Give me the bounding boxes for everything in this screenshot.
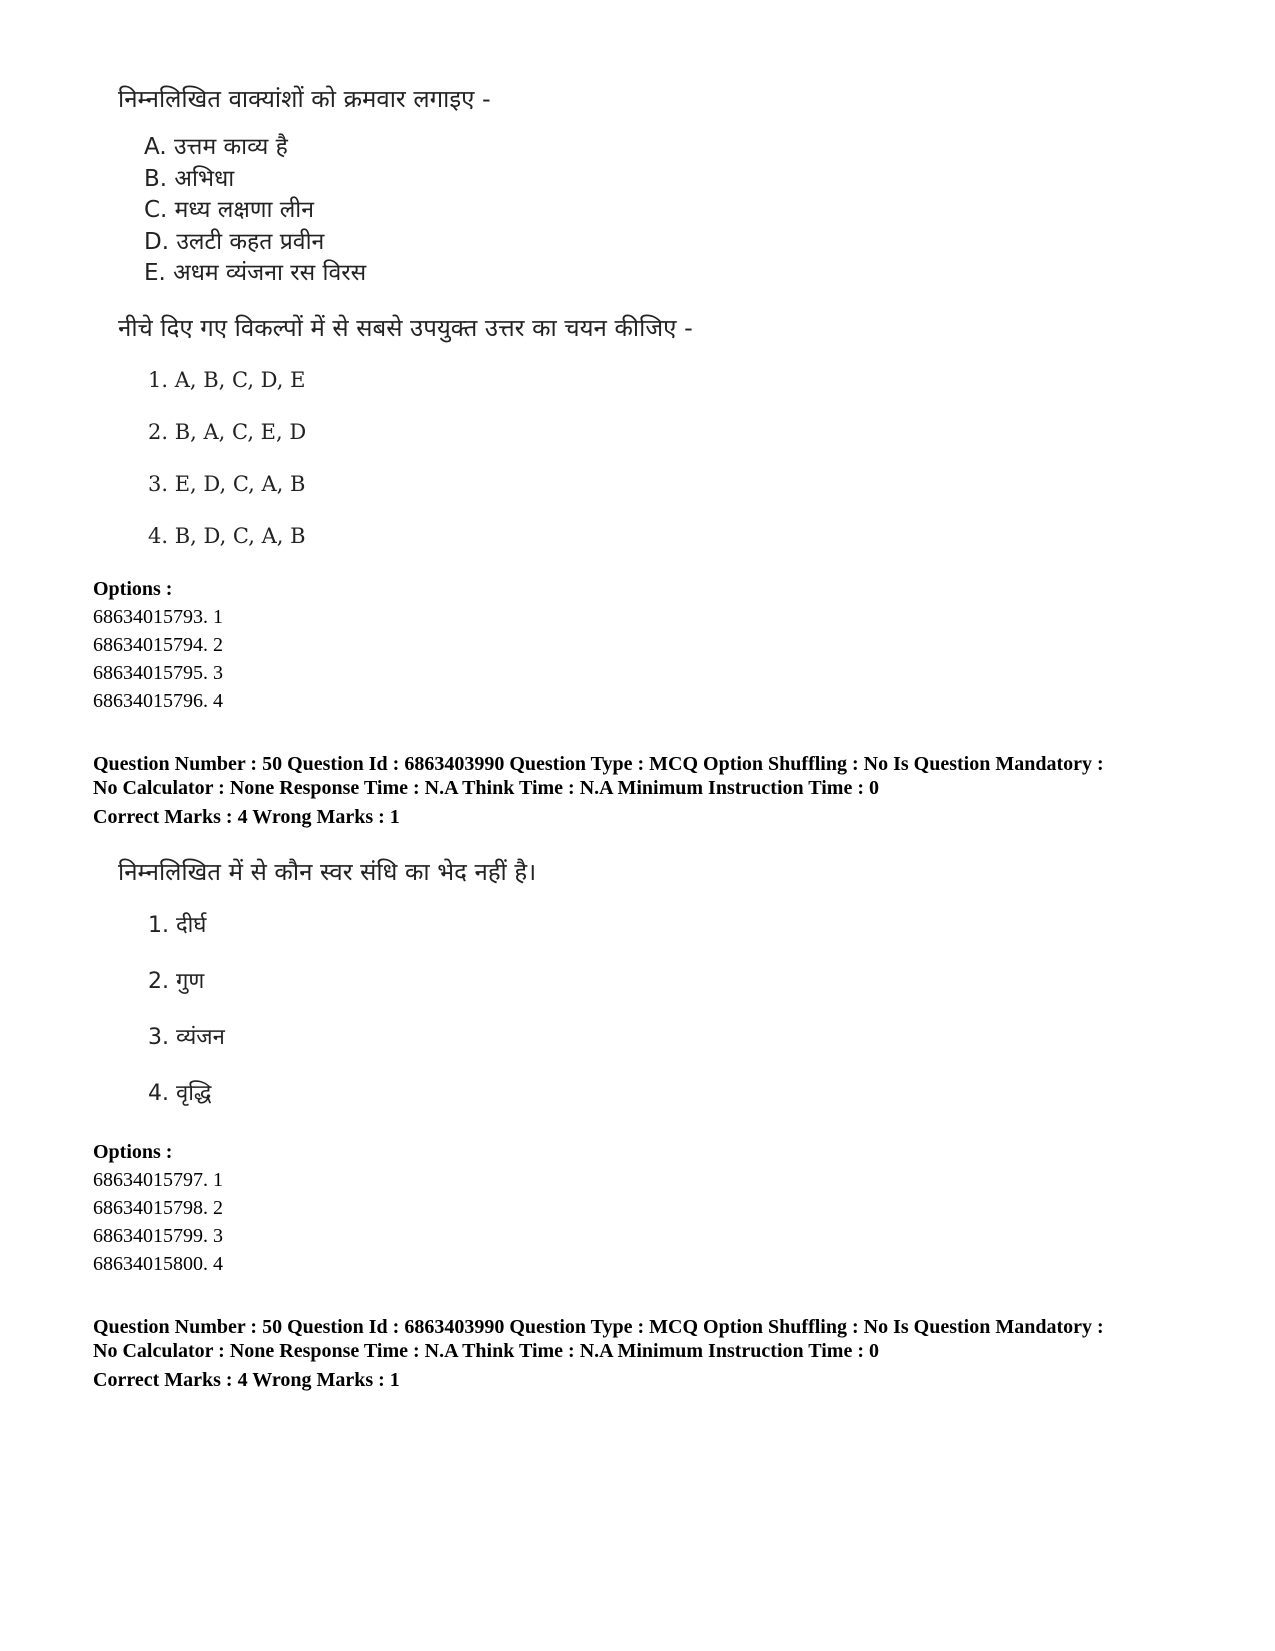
option-item: 68634015794. 2 xyxy=(93,634,223,656)
statement-item: D. उलटी कहत प्रवीन xyxy=(144,228,325,255)
statement-item: B. अभिधा xyxy=(144,165,235,192)
choice-item: 3. व्यंजन xyxy=(148,1025,225,1050)
question-2 xyxy=(118,857,536,887)
question-1-instruction: नीचे दिए गए विकल्पों में से सबसे उपयुक्त उत्तर का चयन कीजिए - xyxy=(118,314,693,342)
question-2-choices-block xyxy=(118,914,225,1106)
option-item: 68634015793. 1 xyxy=(93,606,223,628)
question-1-choices xyxy=(148,368,306,548)
choice-item: 4. B, D, C, A, B xyxy=(148,524,306,548)
option-item: 68634015797. 1 xyxy=(93,1169,223,1191)
question-1-choices-block xyxy=(118,368,306,548)
question-2-choices xyxy=(148,914,225,1106)
options-list-1 xyxy=(93,575,223,715)
meta-line: No Calculator : None Response Time : N.A Think Time : N.A Minimum Instruction Time : 0 xyxy=(93,1340,879,1362)
question-1 xyxy=(118,84,491,290)
options-title: Options : xyxy=(93,578,173,600)
question-meta-1 xyxy=(93,752,1213,829)
statement-item: C. मध्य लक्षणा लीन xyxy=(144,197,315,223)
choice-item: 3. E, D, C, A, B xyxy=(148,472,306,496)
options-list-2 xyxy=(93,1138,223,1278)
choice-item: 2. B, A, C, E, D xyxy=(148,420,307,444)
question-1-stem: निम्नलिखित वाक्यांशों को क्रमवार लगाइए - xyxy=(118,85,491,113)
question-2-stem: निम्नलिखित में से कौन स्वर संधि का भेद नहीं है। xyxy=(118,858,537,886)
choice-item: 1. A, B, C, D, E xyxy=(148,368,306,392)
choice-item: 2. गुण xyxy=(148,969,205,994)
meta-line: No Calculator : None Response Time : N.A Think Time : N.A Minimum Instruction Time : 0 xyxy=(93,777,879,799)
question-1-statements xyxy=(144,132,491,290)
option-item: 68634015795. 3 xyxy=(93,662,223,684)
option-item: 68634015796. 4 xyxy=(93,690,223,712)
marks-line: Correct Marks : 4 Wrong Marks : 1 xyxy=(93,1369,400,1391)
options-title: Options : xyxy=(93,1141,173,1163)
statement-item: A. उत्तम काव्य है xyxy=(144,134,288,160)
statement-item: E. अधम व्यंजना रस विरस xyxy=(144,260,367,286)
option-item: 68634015799. 3 xyxy=(93,1225,223,1247)
question-1-instruction-block xyxy=(118,313,693,343)
question-meta-2 xyxy=(93,1315,1213,1392)
marks-line: Correct Marks : 4 Wrong Marks : 1 xyxy=(93,806,400,828)
meta-line: Question Number : 50 Question Id : 6863403990 Question Type : MCQ Option Shuffling : No Is Question Mandatory : xyxy=(93,1316,1104,1338)
option-item: 68634015800. 4 xyxy=(93,1253,223,1275)
meta-line: Question Number : 50 Question Id : 6863403990 Question Type : MCQ Option Shuffling : No Is Question Mandatory : xyxy=(93,753,1104,775)
choice-item: 4. वृद्धि xyxy=(148,1081,212,1106)
option-item: 68634015798. 2 xyxy=(93,1197,223,1219)
choice-item: 1. दीर्घ xyxy=(148,913,207,938)
